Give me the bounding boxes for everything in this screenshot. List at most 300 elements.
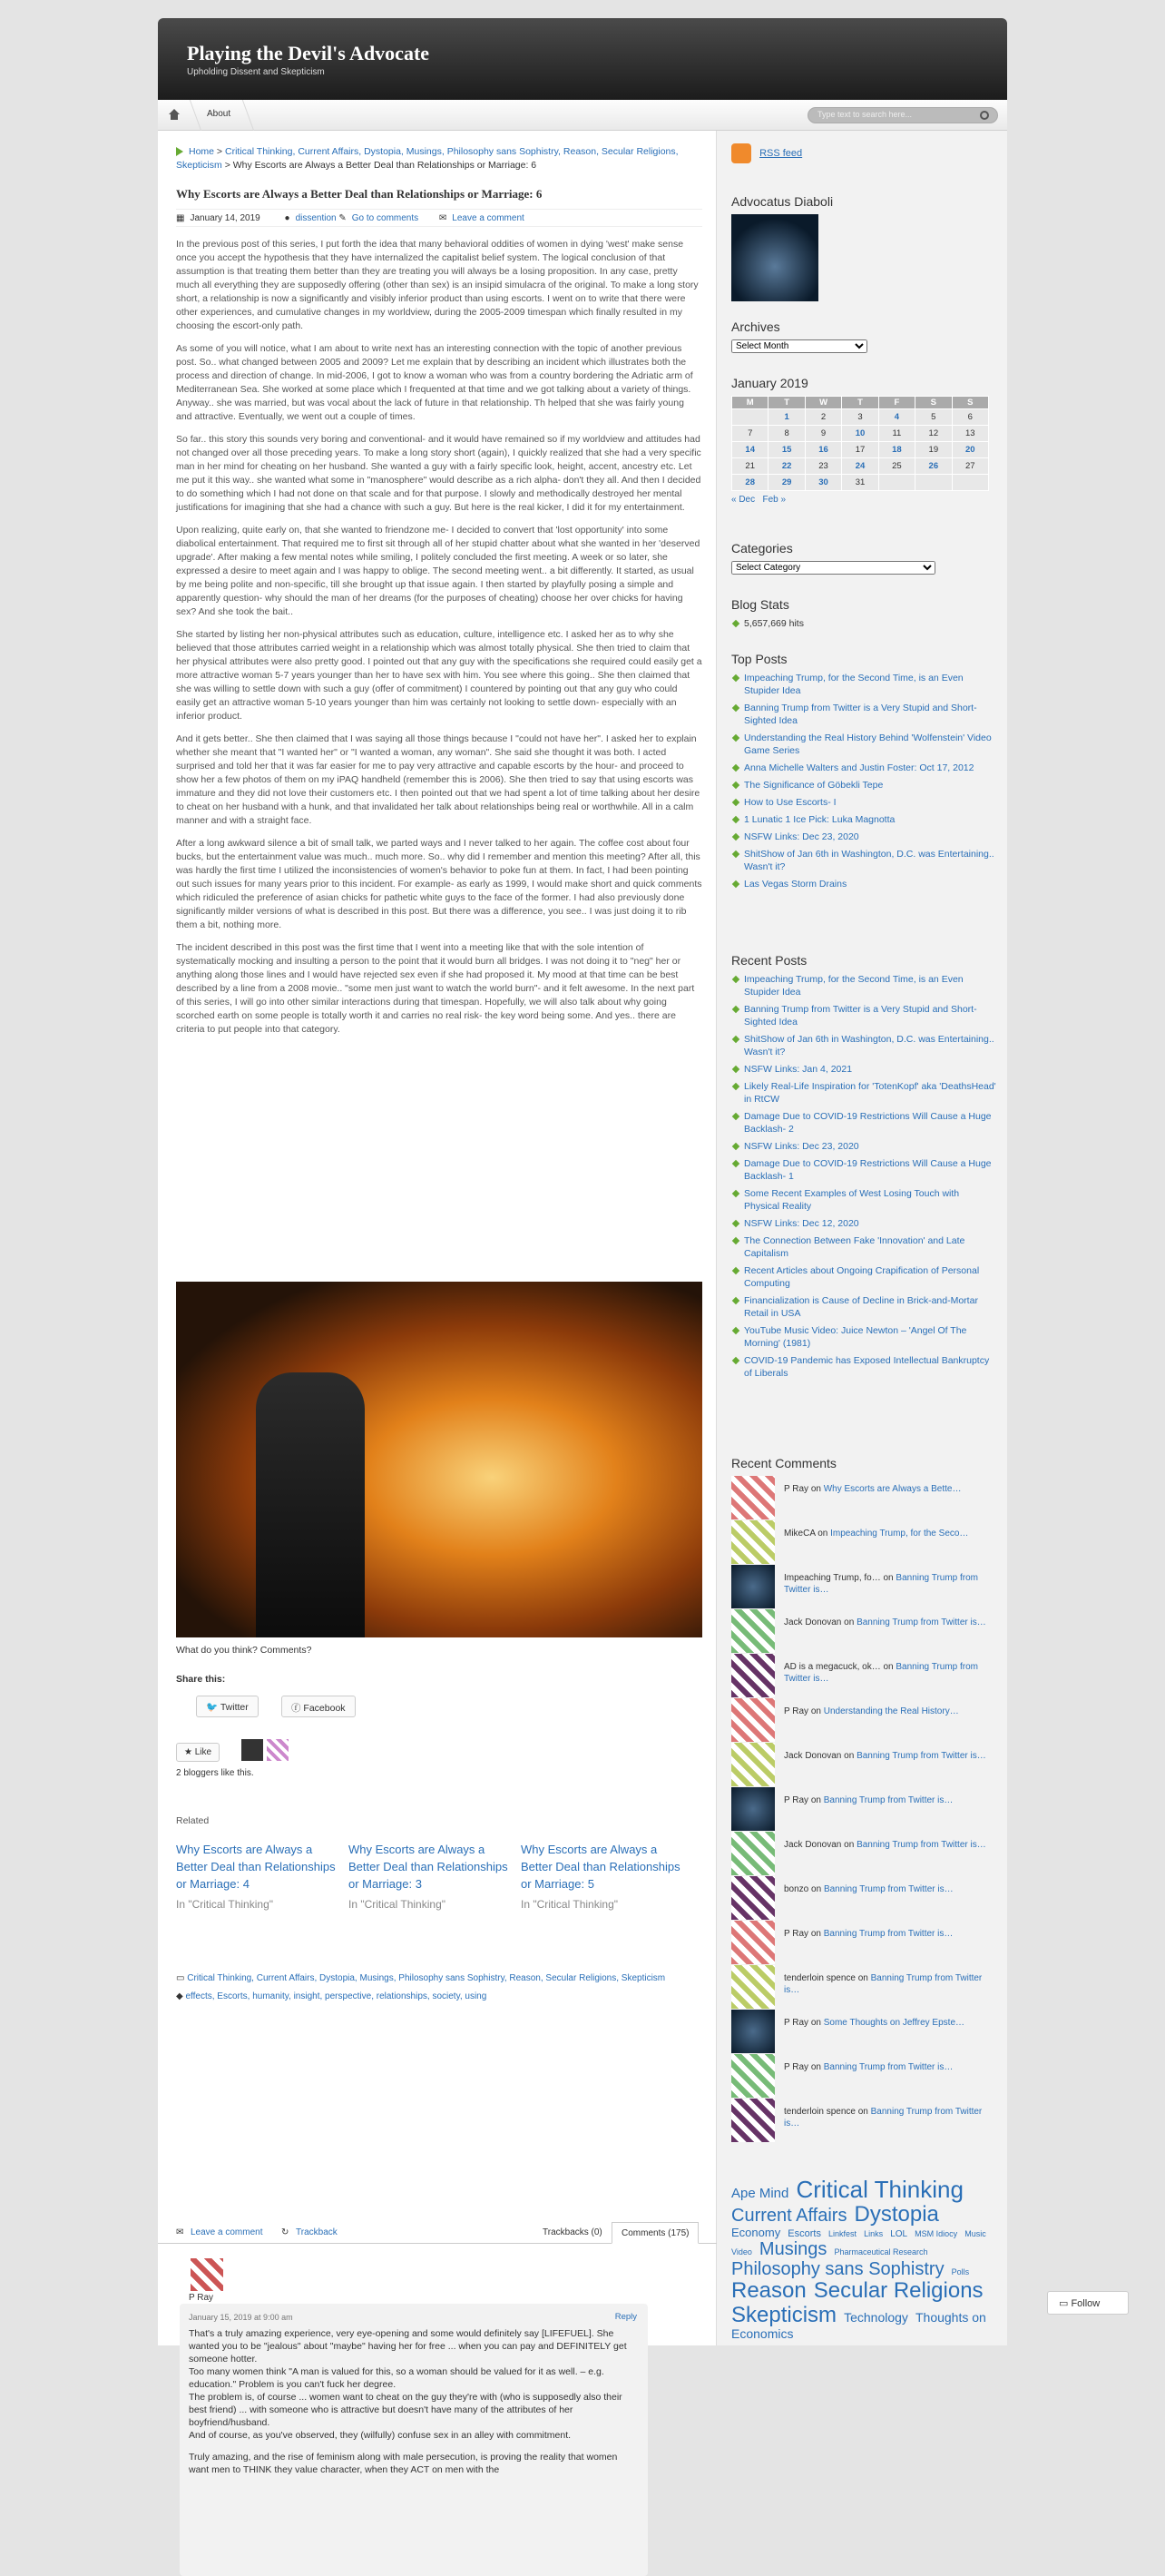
post-link[interactable]: How to Use Escorts- I: [744, 797, 837, 808]
calendar-day[interactable]: 20: [952, 442, 988, 458]
calendar-day[interactable]: 30: [805, 475, 841, 491]
rss-icon[interactable]: [731, 143, 751, 163]
calendar-title: January 2019: [731, 376, 808, 390]
calendar-day[interactable]: 26: [915, 458, 952, 475]
share-facebook-button[interactable]: [281, 1696, 356, 1717]
list-item: [731, 1157, 996, 1183]
calendar-day[interactable]: 24: [842, 458, 878, 475]
figure-silhouette: [256, 1372, 365, 1637]
blogger-avatar[interactable]: [241, 1739, 263, 1761]
widget-title: Recent Comments: [731, 1456, 837, 1470]
calendar-day-header: S: [952, 397, 988, 409]
search-input[interactable]: Type text to search here...: [808, 107, 998, 123]
post-link[interactable]: Recent Articles about Ongoing Crapification of Personal Computing: [744, 1265, 980, 1289]
comment-icon: ✉: [176, 2227, 184, 2237]
nav-divider: [230, 100, 254, 131]
avatar[interactable]: [731, 1876, 775, 1920]
comment-text: That's a truly amazing experience, very eye-opening and some would definitely say [LIFEFUEL]. She wanted you to be "jealous" about "maybe" having her for free ... when you can pay and DEFINITELY get someone hotter.: [189, 2328, 627, 2365]
comment-text: The problem is, of course ... women want to cheat on the guy they're with (who is supposedly also their best friend) ... with someone who is attractive but doesn't have many of the attributes of her boyfriend/husband.: [189, 2392, 622, 2428]
recent-posts-widget: [731, 953, 996, 1384]
top-nav: [158, 100, 1007, 131]
avatar[interactable]: [731, 1921, 775, 1964]
comment-post-link[interactable]: Some Thoughts on Jeffrey Epste…: [823, 2018, 965, 2028]
comment-post-link[interactable]: Banning Trump from Twitter is…: [784, 2107, 983, 2129]
calendar-day[interactable]: 15: [769, 442, 805, 458]
main-content: [158, 131, 717, 2475]
post-title: Why Escorts are Always a Better Deal than Relationships or Marriage: 6: [176, 187, 543, 201]
trackback-icon: ↻: [281, 2227, 289, 2237]
avatar[interactable]: [731, 1520, 775, 1564]
tag-cloud-link[interactable]: Philosophy sans Sophistry: [731, 2259, 945, 2280]
site-title[interactable]: Playing the Devil's Advocate: [187, 42, 430, 64]
recent-comment: [731, 2054, 996, 2096]
comment-post-link[interactable]: Banning Trump from Twitter is…: [857, 1751, 986, 1761]
site-tagline: Upholding Dissent and Skepticism: [187, 67, 325, 77]
archives-widget: [731, 320, 996, 353]
sidebar: [717, 131, 1007, 2345]
tag-links[interactable]: effects, Escorts, humanity, insight, perspective, relationships, society, using: [185, 1991, 487, 2001]
list-item: [731, 732, 996, 757]
list-item: [731, 1354, 996, 1380]
calendar-day: 21: [732, 458, 769, 475]
calendar-day: [732, 409, 769, 426]
related-heading: Related: [176, 1815, 210, 1826]
tag-cloud-link[interactable]: Skepticism: [731, 2302, 837, 2327]
calendar-day[interactable]: 1: [769, 409, 805, 426]
list-item: [731, 973, 996, 998]
related-link[interactable]: Why Escorts are Always a Better Deal than Relationships or Marriage: 5: [521, 1843, 680, 1891]
list-item: [731, 878, 996, 890]
post-paragraph: In the previous post of this series, I put forth the idea that many behavioral oddities of women in dying 'west' make sense once you accept the hypothesis that they have internalized the capitalist belief system. The logical conclusion of that assumption is that treating them better than they are treating you will always be a losing proposition. In any case, pretty much all everything they are supposedly offering (other than sex) is an insipid simulacra of the original. To make a long story short, a relationship is now a significantly and visibly inferior product than using escorts. I went on to write that there were other experiences, and cumulative changes in my worldview, during the 2005-2009 timespan which finally resulted in my choosing the escort-only path.: [176, 239, 699, 331]
post-link[interactable]: ShitShow of Jan 6th in Washington, D.C. was Entertaining.. Wasn't it?: [744, 1034, 994, 1057]
comment-text: And of course, as you've observed, they (wilfully) confuse sex in an alley with commitment.: [189, 2430, 572, 2441]
comment-post-link[interactable]: Banning Trump from Twitter is…: [823, 1884, 954, 1894]
post-link[interactable]: Damage Due to COVID-19 Restrictions Will Cause a Huge Backlash- 2: [744, 1111, 992, 1135]
avatar[interactable]: [731, 1787, 775, 1831]
comment-author[interactable]: tenderloin spence on: [784, 1973, 871, 1983]
list-item: [731, 1324, 996, 1350]
post-link[interactable]: Impeaching Trump, for the Second Time, is an Even Stupider Idea: [744, 974, 964, 998]
site-header: [158, 18, 1007, 100]
like-button[interactable]: [176, 1743, 220, 1762]
calendar-day: [915, 475, 952, 491]
tag-cloud-link[interactable]: Secular Religions: [813, 2278, 984, 2304]
recent-comment: [731, 1743, 996, 1785]
recent-comment-text: [784, 1794, 993, 1806]
recent-comment: [731, 1654, 996, 1696]
recent-comment-text: [784, 2017, 993, 2029]
comment-post-link[interactable]: Banning Trump from Twitter is…: [784, 1662, 978, 1684]
post-image: [176, 1282, 702, 1637]
tag-cloud-link[interactable]: Music Video: [731, 2228, 986, 2257]
recent-comment-text: [784, 1883, 993, 1895]
tag-cloud-link[interactable]: MSM Idiocy: [915, 2228, 958, 2238]
post-link[interactable]: ShitShow of Jan 6th in Washington, D.C. was Entertaining.. Wasn't it?: [744, 849, 994, 872]
list-item: [731, 1033, 996, 1058]
calendar-day[interactable]: 29: [769, 475, 805, 491]
calendar-day-header: F: [878, 397, 915, 409]
post-link[interactable]: YouTube Music Video: Juice Newton – 'Angel Of The Morning' (1981): [744, 1325, 967, 1349]
facebook-label: Facebook: [303, 1703, 346, 1714]
calendar-day: 12: [915, 426, 952, 442]
calendar-day[interactable]: 16: [805, 442, 841, 458]
related-category: In "Critical Thinking": [521, 1898, 619, 1911]
post-paragraph: Upon realizing, quite early on, that she wanted to friendzone me- I decided to convert that 'lost opportunity' into some diabolical entertainment. That required me to first sit through all of her stupid chatter about what she wanted in her 'deserved upgrade'. After making a few mental notes while smiling, I politely concluded the first meeting. A week or so later, she expressed a desire to meet again and I was happy to oblige. The second meeting went.. a bit differently. It started, as usual by me being polite and non-specific, till she brought up that issue again. I then started by playfully posing a simple and apparently question- why should the man of her dreams (for the purposes of cheating) choose her over chicks for having sex? And she took the bait..: [176, 525, 700, 617]
tag-cloud-link[interactable]: Ape Mind: [731, 2186, 789, 2201]
calendar-day: [878, 475, 915, 491]
comment-author[interactable]: MikeCA on: [784, 1529, 831, 1539]
calendar-day: 27: [952, 458, 988, 475]
list-item: [731, 762, 996, 774]
calendar-day[interactable]: 28: [732, 475, 769, 491]
recent-comment: [731, 1832, 996, 1873]
calendar-prev[interactable]: « Dec: [731, 495, 756, 505]
tag-cloud-link[interactable]: Current Affairs: [731, 2205, 847, 2226]
trackback-link[interactable]: Trackback: [296, 2227, 338, 2237]
share-twitter-button[interactable]: [196, 1696, 259, 1717]
avatar[interactable]: [731, 1654, 775, 1697]
page-body: [158, 131, 1007, 2475]
calendar-day-header: T: [769, 397, 805, 409]
post-link[interactable]: NSFW Links: Dec 12, 2020: [744, 1218, 859, 1229]
avatar[interactable]: [731, 2099, 775, 2142]
comment-author[interactable]: AD is a megacuck, ok… on: [784, 1662, 896, 1672]
widget-title: Categories: [731, 541, 793, 556]
twitter-label: Twitter: [220, 1702, 249, 1713]
calendar-table: [731, 396, 989, 491]
comment-author[interactable]: P Ray on: [784, 1795, 824, 1805]
tab-trackbacks[interactable]: Trackbacks (0): [543, 2227, 602, 2237]
tag-cloud-link[interactable]: LOL: [890, 2228, 908, 2239]
tag-cloud-link[interactable]: Reason: [731, 2278, 807, 2304]
post-tags: [176, 1991, 702, 2001]
comment-post-link[interactable]: Banning Trump from Twitter is…: [857, 1840, 986, 1850]
recent-comment: [731, 1476, 996, 1518]
comment-post-link[interactable]: Impeaching Trump, for the Seco…: [830, 1529, 969, 1539]
recent-comment: [731, 1609, 996, 1651]
related-link[interactable]: Why Escorts are Always a Better Deal than Relationships or Marriage: 4: [176, 1843, 336, 1891]
recent-comment: [731, 2010, 996, 2051]
list-item: [731, 1063, 996, 1076]
calendar-day: 25: [878, 458, 915, 475]
recent-comment-text: [784, 1572, 993, 1596]
recent-comment-text: [784, 1706, 993, 1717]
archive-select[interactable]: [731, 339, 867, 353]
list-item: [731, 848, 996, 873]
post-caption: What do you think? Comments?: [176, 1645, 312, 1656]
folder-icon: ▭: [176, 1973, 188, 1983]
avatar[interactable]: [731, 1965, 775, 2009]
tag-cloud-link[interactable]: Escorts: [788, 2227, 821, 2239]
recent-comment: [731, 2099, 996, 2140]
recent-comment-text: [784, 1483, 993, 1495]
calendar-day: 9: [805, 426, 841, 442]
comment-date: January 15, 2019 at 9:00 am: [189, 2313, 293, 2322]
recent-comment-text: [784, 1972, 993, 1996]
comment-author[interactable]: Jack Donovan on: [784, 1751, 857, 1761]
post-link[interactable]: Understanding the Real History Behind 'Wolfenstein' Video Game Series: [744, 732, 992, 756]
calendar-day: 17: [842, 442, 878, 458]
twitter-icon: 🐦: [206, 1702, 220, 1713]
author-icon: ●: [284, 213, 290, 223]
comment-text: Truly amazing, and the rise of feminism along with male persecution, is proving the reality that women want men to THINK they value character, when they ACT on men with the: [189, 2452, 618, 2475]
categories-widget: [731, 541, 996, 575]
facebook-icon: ⓕ: [291, 1703, 304, 1714]
recent-comment-text: [784, 1928, 993, 1940]
comment-post-link[interactable]: Banning Trump from Twitter is…: [823, 1795, 954, 1805]
comment-post-link[interactable]: Banning Trump from Twitter is…: [784, 1973, 983, 1995]
share-heading: Share this:: [176, 1674, 226, 1685]
recent-comment-text: [784, 1750, 993, 1762]
like-label: Like: [194, 1747, 212, 1757]
comment-author[interactable]: Jack Donovan on: [784, 1617, 857, 1627]
post-paragraph: And it gets better.. She then claimed that I was saying all those things because I "could not have her". I asked her to explain whether she meant that "I wanted her" or "I wanted a woman, any woman". She said she thought it was both. I acted surprised and told her that it was far easier for me to pay very attractive and capable escorts by the hour- and proceed to show her a few photos of them on my iPAQ handheld (remember this is 2006). She then tried to say that using escorts was immature and they did not love their customers etc. I then pointed out that we had spent a lot of time talking about her desire to cheat on her husband with a hunk, and that invalidated her talk about relationships being real or worthwhile. All in a calm manner and with a straight face.: [176, 733, 700, 826]
widget-title: Top Posts: [731, 652, 788, 666]
tag-cloud-link[interactable]: Musings: [759, 2239, 827, 2260]
comment-author[interactable]: P Ray on: [784, 1484, 824, 1494]
list-item: [731, 1110, 996, 1136]
comment-text: Too many women think "A man is valued for this, so a woman should be valued for it as well. – e.g. education." Problem is you can't fuck her degree.: [189, 2366, 604, 2390]
calendar-day[interactable]: 18: [878, 442, 915, 458]
page-wrapper: [158, 18, 1007, 2475]
recent-comment-text: [784, 2106, 993, 2129]
comment-icon: ✉: [438, 213, 447, 223]
arrow-icon: [176, 147, 183, 156]
recent-comments-widget: [731, 1456, 996, 2129]
calendar-day: 3: [842, 409, 878, 426]
post-link[interactable]: Likely Real-Life Inspiration for 'TotenKopf' aka 'DeathsHead' in RtCW: [744, 1081, 996, 1105]
comment-post-link[interactable]: Understanding the Real History…: [823, 1706, 959, 1716]
widget-title: Blog Stats: [731, 597, 789, 612]
list-item: [731, 813, 996, 826]
comment-author[interactable]: P Ray on: [784, 1929, 824, 1939]
comment: [180, 2258, 688, 2475]
post-paragraph: After a long awkward silence a bit of small talk, we parted ways and I never talked to her again. The coffee cost about four bucks, but the entertainment value was much.. much more. So.. why did I remember and mention this meeting? After all, this was hardly the first time I utilized the inconsistencies of women's behavior to poke fun at them. In fact, I had been pointing out such issues for many years prior to this incident. For example- as early as 1999, I would make short and quick comments which ridiculed the preference of asian chicks for pathetic white guys to the face of the former. I had also previously done significantly milder versions of what is described in this post. But there was a difference, you see.. I was just doing it to rib them a bit, nothing more.: [176, 838, 702, 930]
list-item: [731, 1234, 996, 1260]
breadcrumb-home[interactable]: Home: [189, 146, 215, 157]
tag-cloud: [731, 2177, 996, 2341]
comment-author[interactable]: P Ray: [189, 2293, 214, 2303]
post-link[interactable]: Banning Trump from Twitter is a Very Stupid and Short-Sighted Idea: [744, 703, 977, 726]
home-icon[interactable]: [167, 107, 181, 122]
avatar[interactable]: [731, 1832, 775, 1875]
avatar[interactable]: [731, 1698, 775, 1742]
post-paragraph: As some of you will notice, what I am about to write next has an interesting connection with the topic of another previous post. So.. what changed between 2005 and 2009? Let me explain that by describing an incident which illustrates both the process and direction of change. In mid-2006, I got to know a woman who was from a country bordering the Adriatic arm of Mediterranean Sea. She worked at some place which I frequented at that time and we got talking about a variety of things. Anyway.. she was married, but was vocal about the lack of future in that relationship. Th helped that she was fairly young and attractive. Eventually, we went out a couple of times.: [176, 343, 693, 422]
list-item: [731, 1264, 996, 1290]
calendar-day-header: S: [915, 397, 952, 409]
calendar-day: 8: [769, 426, 805, 442]
leave-comment-link[interactable]: Leave a comment: [191, 2227, 263, 2237]
comment-post-link[interactable]: Banning Trump from Twitter is…: [857, 1617, 986, 1627]
recent-comment: [731, 1965, 996, 2007]
breadcrumb-current: > Why Escorts are Always a Better Deal than Relationships or Marriage: 6: [224, 160, 537, 171]
list-item: [731, 1294, 996, 1320]
category-links[interactable]: Critical Thinking, Current Affairs, Dystopia, Musings, Philosophy sans Sophistry, Reason, Secular Religions, Skepticism: [187, 1973, 666, 1983]
comment-author[interactable]: bonzo on: [784, 1884, 824, 1894]
comment-author[interactable]: Jack Donovan on: [784, 1840, 857, 1850]
post-link[interactable]: Some Recent Examples of West Losing Touch with Physical Reality: [744, 1188, 960, 1212]
follow-label: Follow: [1071, 2298, 1101, 2309]
post-paragraph: So far.. this story this sounds very boring and conventional- and it would have remained so if my worldview and attitudes had not changed over all those preceding years. To make a long story short (again), I quickly realized that she had a very specific man in her mind for cheating on her husband. She wanted a guy with a fairly specific look, height, accent, ancestry etc. Let me put it this way.. she wanted what some in "manosphere" would describe as a rich alpha- don't they all. And then I decided to do something which I had not done on that scale and for that purpose. I slowly and methodically destroyed her mental justifications for imagining that she had a chance with such a guy. But here is the real kicker, I did it for my entertainment.: [176, 434, 701, 513]
recent-comment: [731, 1698, 996, 1740]
list-item: [731, 779, 996, 791]
post-date: January 14, 2019: [190, 213, 260, 223]
related-category: In "Critical Thinking": [348, 1898, 446, 1911]
recent-comment-text: [784, 1661, 993, 1685]
list-item: [731, 831, 996, 843]
profile-image: [731, 214, 818, 301]
follow-icon: ▭: [1059, 2298, 1072, 2309]
calendar-day: 13: [952, 426, 988, 442]
list-item: [731, 796, 996, 809]
tag-cloud-link[interactable]: Linkfest: [828, 2228, 857, 2238]
calendar-widget: [731, 376, 996, 505]
recent-comment: [731, 1921, 996, 1962]
comment-post-link[interactable]: Why Escorts are Always a Bette…: [823, 1484, 962, 1494]
tag-cloud-link[interactable]: Economy: [731, 2225, 781, 2239]
post-link[interactable]: Impeaching Trump, for the Second Time, is an Even Stupider Idea: [744, 673, 964, 696]
comment-tabs: [158, 2222, 717, 2244]
calendar-day[interactable]: 10: [842, 426, 878, 442]
post-meta: [176, 209, 702, 227]
hit-count: 5,657,669 hits: [731, 617, 996, 630]
goto-comments-link[interactable]: Go to comments: [351, 213, 419, 223]
related-item: [176, 1841, 339, 1913]
avatar[interactable]: [731, 1609, 775, 1653]
nav-about[interactable]: About: [207, 109, 231, 119]
calendar-next[interactable]: Feb »: [762, 495, 787, 505]
tag-cloud-link[interactable]: Thoughts on Economics: [731, 2309, 986, 2342]
tag-cloud-link[interactable]: Technology: [844, 2309, 908, 2325]
recent-comment: [731, 1876, 996, 1918]
list-item: [731, 1080, 996, 1106]
tag-cloud-link[interactable]: Pharmaceutical Research: [834, 2247, 928, 2257]
comments-icon: ✎: [338, 213, 347, 223]
recent-comment: [731, 1520, 996, 1562]
follow-button[interactable]: [1047, 2291, 1129, 2315]
calendar-day[interactable]: 14: [732, 442, 769, 458]
recent-comment: [731, 1787, 996, 1829]
post-body: [176, 238, 702, 1046]
post-categories: [176, 1973, 702, 1983]
calendar-day: 31: [842, 475, 878, 491]
calendar-day-header: M: [732, 397, 769, 409]
rss-widget: [731, 143, 996, 163]
list-item: [731, 1217, 996, 1230]
calendar-day: [952, 475, 988, 491]
comment-post-link[interactable]: Banning Trump from Twitter is…: [823, 2062, 954, 2072]
tab-comments[interactable]: Comments (175): [612, 2222, 699, 2244]
widget-title: Archives: [731, 320, 780, 334]
calendar-day: 5: [915, 409, 952, 426]
leave-comment-link[interactable]: Leave a comment: [452, 213, 524, 223]
related-item: [521, 1841, 684, 1913]
widget-title: Advocatus Diaboli: [731, 194, 834, 209]
post-link[interactable]: NSFW Links: Jan 4, 2021: [744, 1064, 853, 1075]
post-paragraph: The incident described in this post was the first time that I went into a meeting like that with the sole intention of systematically mocking and insulting a person to the point that it would burn all bridges. I was not doing it to "neg" her or anything along those lines and I would have rejected sex even if she had proposed it. My mood at that time can be best described by a line from a 2008 movie.. "some men just want to watch the world burn"- and it felt awesome. In the next part of this series, I will go into other similar interactions during that timespan. Hopefully, we will also talk about why going scorched earth on some people is totally worth it and carries no real risk- the key word being some. And yes.. there are criteria to put people into that category.: [176, 942, 695, 1035]
related-category: In "Critical Thinking": [176, 1898, 274, 1911]
tag-cloud-link[interactable]: Links: [864, 2228, 884, 2238]
calendar-day-header: T: [842, 397, 878, 409]
breadcrumb-categories[interactable]: Critical Thinking, Current Affairs, Dystopia, Musings, Philosophy sans Sophistry, Reason, Secular Religions, Skepticism: [176, 146, 679, 171]
tag-cloud-link[interactable]: Dystopia: [854, 2201, 939, 2227]
post-link[interactable]: Financialization is Cause of Decline in Brick-and-Mortar Retail in USA: [744, 1295, 978, 1319]
related-link[interactable]: Why Escorts are Always a Better Deal than Relationships or Marriage: 3: [348, 1843, 508, 1891]
recent-comment-text: [784, 1528, 993, 1539]
avatar[interactable]: [731, 1743, 775, 1786]
calendar-day: 6: [952, 409, 988, 426]
blogger-avatar[interactable]: [267, 1739, 289, 1761]
calendar-day[interactable]: 22: [769, 458, 805, 475]
post-link[interactable]: Las Vegas Storm Drains: [744, 879, 847, 890]
comment-body: [180, 2304, 648, 2576]
calendar-day: 23: [805, 458, 841, 475]
comment-author[interactable]: P Ray on: [784, 2062, 824, 2072]
likes-count[interactable]: 2 bloggers like this.: [176, 1768, 254, 1778]
avatar[interactable]: [731, 1565, 775, 1608]
post-paragraph: She started by listing her non-physical attributes such as education, culture, intelligence etc. I asked her as to why she believed that those attributes carried weight in a relationship which was almost totally physical. She then tried to claim that her physical attributes were also pretty good. I pointed out that any guy with the specifications she required could easily get a more attractive woman 5-7 years younger than her to have sex with him. You see where this going.. She then claimed that she was willing to settle down with such a guy (offer of commitment) I countered by pointing out that any guy who could easily get an attractive woman 5-10 years younger than him was certainly not looking to settle down- especially with an inferior product.: [176, 629, 702, 722]
avatar[interactable]: [731, 1476, 775, 1519]
post-link[interactable]: The Connection Between Fake 'Innovation' and Late Capitalism: [744, 1235, 965, 1259]
related-item: [348, 1841, 512, 1913]
post-author[interactable]: dissention: [295, 213, 337, 223]
comment-author[interactable]: P Ray on: [784, 1706, 824, 1716]
recent-comment-text: [784, 2061, 993, 2073]
calendar-day-header: W: [805, 397, 841, 409]
recent-comment: [731, 1565, 996, 1607]
comment-post-link[interactable]: Banning Trump from Twitter is…: [823, 1929, 954, 1939]
stats-widget: [731, 597, 996, 634]
calendar-day: 19: [915, 442, 952, 458]
post-link[interactable]: Damage Due to COVID-19 Restrictions Will Cause a Huge Backlash- 1: [744, 1158, 992, 1182]
advocatus-widget: [731, 194, 996, 301]
star-icon: ★: [184, 1747, 195, 1757]
post-link[interactable]: The Significance of Göbekli Tepe: [744, 780, 884, 791]
search-icon[interactable]: [980, 111, 989, 120]
list-item: [731, 702, 996, 727]
list-item: [731, 672, 996, 697]
reply-button[interactable]: Reply: [614, 2312, 637, 2322]
list-item: [731, 1140, 996, 1153]
tag-cloud-link[interactable]: Critical Thinking: [796, 2176, 964, 2203]
post-link[interactable]: COVID-19 Pandemic has Exposed Intellectual Bankruptcy of Liberals: [744, 1355, 990, 1379]
tag-icon: ◆: [176, 1991, 186, 2001]
comment-author[interactable]: P Ray on: [784, 2018, 824, 2028]
list-item: [731, 1187, 996, 1213]
avatar[interactable]: [731, 2010, 775, 2053]
post-link[interactable]: Anna Michelle Walters and Justin Foster: Oct 17, 2012: [744, 762, 974, 773]
recent-comment-text: [784, 1839, 993, 1851]
avatar: [191, 2258, 223, 2291]
avatar[interactable]: [731, 2054, 775, 2098]
rss-link[interactable]: RSS feed: [759, 147, 803, 159]
comment-author[interactable]: tenderloin spence on: [784, 2107, 871, 2117]
category-select[interactable]: [731, 561, 935, 575]
tag-cloud-link[interactable]: Polls: [951, 2267, 970, 2277]
post-link[interactable]: NSFW Links: Dec 23, 2020: [744, 831, 859, 842]
post-link[interactable]: Banning Trump from Twitter is a Very Stupid and Short-Sighted Idea: [744, 1004, 977, 1027]
comment-author[interactable]: Impeaching Trump, fo… on: [784, 1573, 896, 1583]
calendar-day: 11: [878, 426, 915, 442]
calendar-icon: ▦: [176, 213, 185, 223]
top-posts-widget: [731, 652, 996, 895]
recent-comment-text: [784, 1617, 993, 1628]
post-link[interactable]: NSFW Links: Dec 23, 2020: [744, 1141, 859, 1152]
calendar-day: 2: [805, 409, 841, 426]
post-link[interactable]: 1 Lunatic 1 Ice Pick: Luka Magnotta: [744, 814, 896, 825]
calendar-day[interactable]: 4: [878, 409, 915, 426]
comment-post-link[interactable]: Banning Trump from Twitter is…: [784, 1573, 979, 1595]
